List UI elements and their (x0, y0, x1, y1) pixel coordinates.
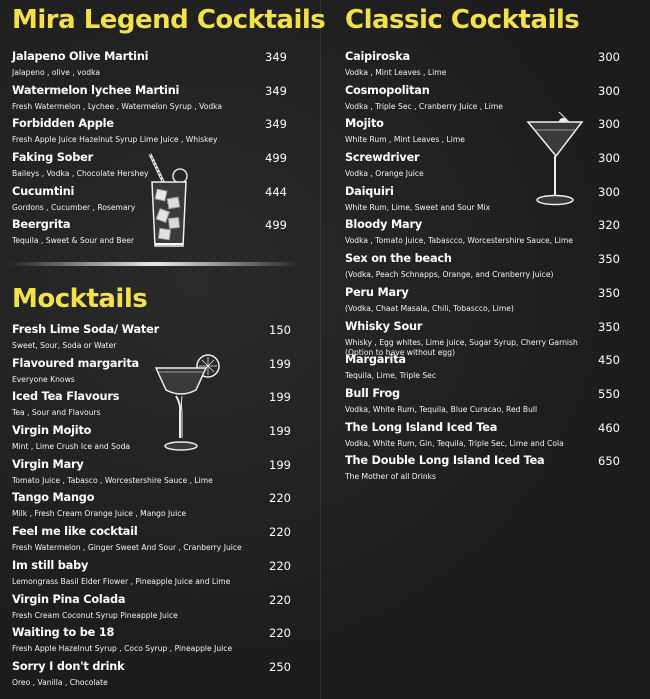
item-name: Forbidden Apple (12, 117, 114, 131)
item-description: Fresh Watermelon , Ginger Sweet And Sour , Cranberry Juice (12, 543, 242, 553)
highball-glass-icon (146, 152, 192, 250)
item-name: Peru Mary (345, 285, 409, 299)
classic-item (345, 319, 620, 357)
item-description: Fresh Apple Hazelnut Syrup , Coco Syrup , Pineapple Juice (12, 644, 233, 654)
item-name: Sex on the beach (345, 252, 452, 266)
item-name: Virgin Pina Colada (12, 592, 126, 606)
item-description: Baileys , Vodka , Chocolate Hershey (12, 169, 149, 179)
item-name: Cosmopolitan (345, 83, 430, 97)
classic-item (345, 454, 620, 488)
item-description: (Vodka, Chaat Masala, Chili, Tobascco, Lime) (345, 303, 514, 313)
item-name: Daiquiri (345, 184, 394, 198)
item-description: Tea , Sour and Flavours (12, 408, 101, 418)
item-name: Flavoured margarita (12, 356, 139, 370)
classic-item (345, 387, 620, 421)
item-description: Vodka, White Rum, Tequila, Blue Curacao, Red Bull (345, 404, 538, 414)
classic-item (345, 353, 620, 387)
item-name: Margarita (345, 353, 406, 367)
item-name: Screwdriver (345, 151, 420, 165)
legend-section-title: Mira Legend Cocktails (12, 5, 326, 35)
item-name: Virgin Mary (12, 457, 84, 471)
item-price: 199 (269, 424, 291, 439)
item-description: Whisky , Egg whites, Lime juice, Sugar Syrup, Cherry Garnish (345, 337, 578, 347)
mocktail-item (12, 525, 291, 559)
item-price: 550 (598, 386, 620, 401)
item-description: Vodka, White Rum, Gin, Tequila, Triple Sec, Lime and Cola (345, 438, 564, 448)
item-price: 350 (598, 252, 620, 267)
item-name: Fresh Lime Soda/ Water (12, 323, 159, 336)
mocktail-item (12, 660, 291, 694)
item-name: Iced Tea Flavours (12, 390, 120, 404)
legend-item (12, 117, 287, 151)
item-price: 300 (598, 117, 620, 132)
item-name: Beergrita (12, 218, 71, 232)
item-price: 350 (598, 285, 620, 300)
item-description: Fresh Apple Juice Hazelnut Syrup Lime Juice , Whiskey (12, 135, 218, 145)
column-separator (320, 0, 321, 699)
item-description: Lemongrass Basil Elder Flower , Pineapple Juice and Lime (12, 576, 231, 586)
item-name: Whisky Sour (345, 319, 423, 333)
mocktail-item (12, 458, 291, 492)
item-price: 220 (269, 558, 291, 573)
mocktails-section-title: Mocktails (12, 284, 148, 314)
item-description: Sweet, Sour, Soda or Water (12, 341, 117, 350)
mocktail-item (12, 491, 291, 525)
legend-item (12, 50, 287, 84)
item-description: Milk , Fresh Cream Orange Juice , Mango Juice (12, 509, 187, 519)
item-description: Fresh Watermelon , Lychee , Watermelon Syrup , Vodka (12, 101, 223, 111)
item-price: 199 (269, 356, 291, 371)
item-description: Tequila , Sweet & Sour and Beer (12, 236, 135, 246)
item-description: The Mother of all Drinks (345, 472, 436, 482)
item-description: Jalapeno , olive , vodka (12, 68, 100, 77)
item-description: Vodka , Tomato Juice, Tabascco, Worcestershire Sauce, Lime (345, 236, 573, 246)
item-price: 350 (598, 319, 620, 334)
item-name: Waiting to be 18 (12, 626, 115, 640)
item-price: 220 (269, 592, 291, 607)
item-description: Fresh Cream Coconut Syrup Pineapple Juice (12, 610, 178, 620)
item-price: 300 (598, 184, 620, 199)
item-price: 199 (269, 457, 291, 472)
item-price: 150 (269, 323, 291, 337)
classic-item (345, 50, 620, 84)
item-name: Tango Mango (12, 491, 95, 505)
item-price: 349 (265, 50, 287, 64)
martini-glass-icon (525, 108, 585, 208)
item-name: The Long Island Iced Tea (345, 420, 498, 434)
item-description: Gordons , Cucumber , Rosemary (12, 202, 136, 212)
item-name: Cucumtini (12, 184, 75, 198)
item-name: Feel me like cocktail (12, 525, 138, 539)
mocktail-item (12, 593, 291, 627)
item-price: 349 (265, 117, 287, 132)
item-description: Tequila, Lime, Triple Sec (345, 371, 437, 381)
item-name: Caipiroska (345, 50, 410, 63)
item-name: Im still baby (12, 558, 89, 572)
item-description: (Vodka, Peach Schnapps, Orange, and Cranberry Juice) (345, 270, 554, 280)
item-price: 349 (265, 83, 287, 98)
item-price: 300 (598, 151, 620, 166)
item-description: White Rum , Mint Leaves , Lime (345, 135, 465, 145)
item-price: 444 (265, 184, 287, 199)
margarita-glass-icon (152, 352, 222, 454)
item-description: White Rum, Lime, Sweet and Sour Mix (345, 202, 491, 212)
legend-item (12, 84, 287, 118)
item-name: Bull Frog (345, 386, 400, 400)
item-price: 650 (598, 454, 620, 469)
classic-item (345, 218, 620, 252)
item-price: 199 (269, 390, 291, 405)
item-price: 300 (598, 83, 620, 98)
item-description: Vodka , Triple Sec , Cranberry Juice , Lime (345, 101, 503, 111)
item-description: Oreo , Vanilla , Chocolate (12, 677, 108, 687)
item-price: 220 (269, 491, 291, 506)
item-price: 300 (598, 50, 620, 64)
mocktail-item (12, 626, 291, 660)
item-price: 220 (269, 626, 291, 641)
mocktail-item (12, 559, 291, 593)
item-price: 499 (265, 218, 287, 233)
classic-item (345, 252, 620, 286)
section-divider (10, 262, 298, 266)
item-price: 320 (598, 218, 620, 233)
item-description: Vodka , Mint Leaves , Lime (345, 68, 447, 77)
item-price: 250 (269, 659, 291, 674)
item-description: Mint , Lime Crush Ice and Soda (12, 442, 131, 452)
item-name: Bloody Mary (345, 218, 422, 232)
item-price: 460 (598, 420, 620, 435)
classic-item (345, 286, 620, 320)
item-description-note: (Option to have without egg) (345, 347, 456, 357)
item-name: Virgin Mojito (12, 424, 92, 438)
item-name: Watermelon lychee Martini (12, 83, 180, 97)
item-description: Everyone Knows (12, 374, 75, 384)
item-price: 450 (598, 353, 620, 368)
item-description: Tomato Juice , Tabasco , Worcestershire Sauce , Lime (12, 475, 213, 485)
item-name: The Double Long Island Iced Tea (345, 454, 545, 468)
classic-section-title: Classic Cocktails (345, 5, 580, 35)
item-name: Jalapeno Olive Martini (12, 50, 149, 63)
item-name: Faking Sober (12, 151, 93, 165)
item-price: 499 (265, 151, 287, 166)
classic-item (345, 421, 620, 455)
item-price: 220 (269, 525, 291, 540)
item-name: Mojito (345, 117, 384, 131)
item-description: Vodka , Orange Juice (345, 169, 424, 179)
item-name: Sorry I don't drink (12, 659, 125, 673)
